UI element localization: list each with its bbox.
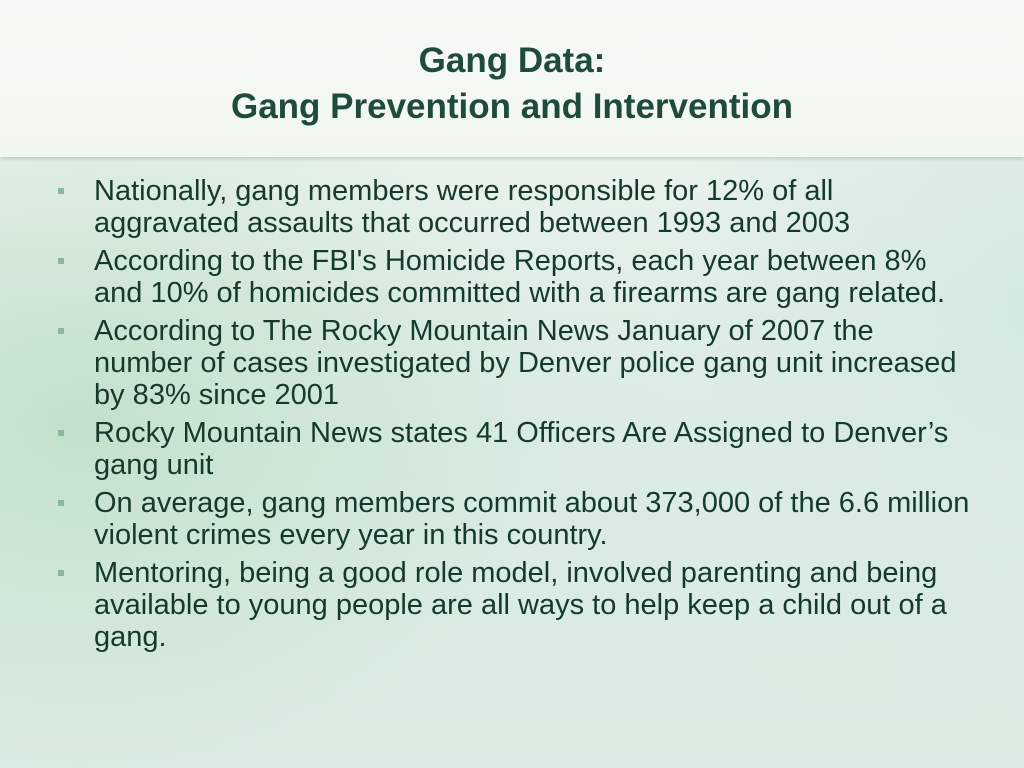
bullet-text: On average, gang members commit about 373,000 of the 6.6 million violent crimes every year in this country. bbox=[94, 487, 970, 551]
bullet-text: Mentoring, being a good role model, involved parenting and being available to young people are all ways to help keep a child out of a gang. bbox=[94, 557, 947, 653]
bullet-item bbox=[58, 175, 978, 239]
square-bullet-icon bbox=[58, 430, 64, 436]
square-bullet-icon bbox=[58, 570, 64, 576]
bullet-list bbox=[58, 175, 978, 659]
square-bullet-icon bbox=[58, 258, 64, 264]
title-line-2: Gang Prevention and Intervention bbox=[230, 87, 794, 126]
bullet-text: Rocky Mountain News states 41 Officers Are Assigned to Denver’s gang unit bbox=[94, 417, 949, 481]
square-bullet-icon bbox=[58, 188, 64, 194]
bullet-item bbox=[58, 245, 978, 309]
square-bullet-icon bbox=[58, 328, 64, 334]
title-line-1: Gang Data: bbox=[418, 41, 606, 80]
bullet-item bbox=[58, 417, 978, 481]
bullet-item bbox=[58, 557, 978, 653]
bullet-item bbox=[58, 487, 978, 551]
bullet-text: Nationally, gang members were responsible for 12% of all aggravated assaults that occurred between 1993 and 2003 bbox=[94, 175, 851, 239]
bullet-text: According to the FBI's Homicide Reports, each year between 8% and 10% of homicides committed with a firearms are gang related. bbox=[94, 245, 946, 309]
square-bullet-icon bbox=[58, 500, 64, 506]
bullet-item bbox=[58, 315, 978, 411]
slide-title bbox=[0, 38, 1024, 130]
bullet-text: According to The Rocky Mountain News January of 2007 the number of cases investigated by Denver police gang unit increased by 83% since 2001 bbox=[94, 315, 957, 411]
